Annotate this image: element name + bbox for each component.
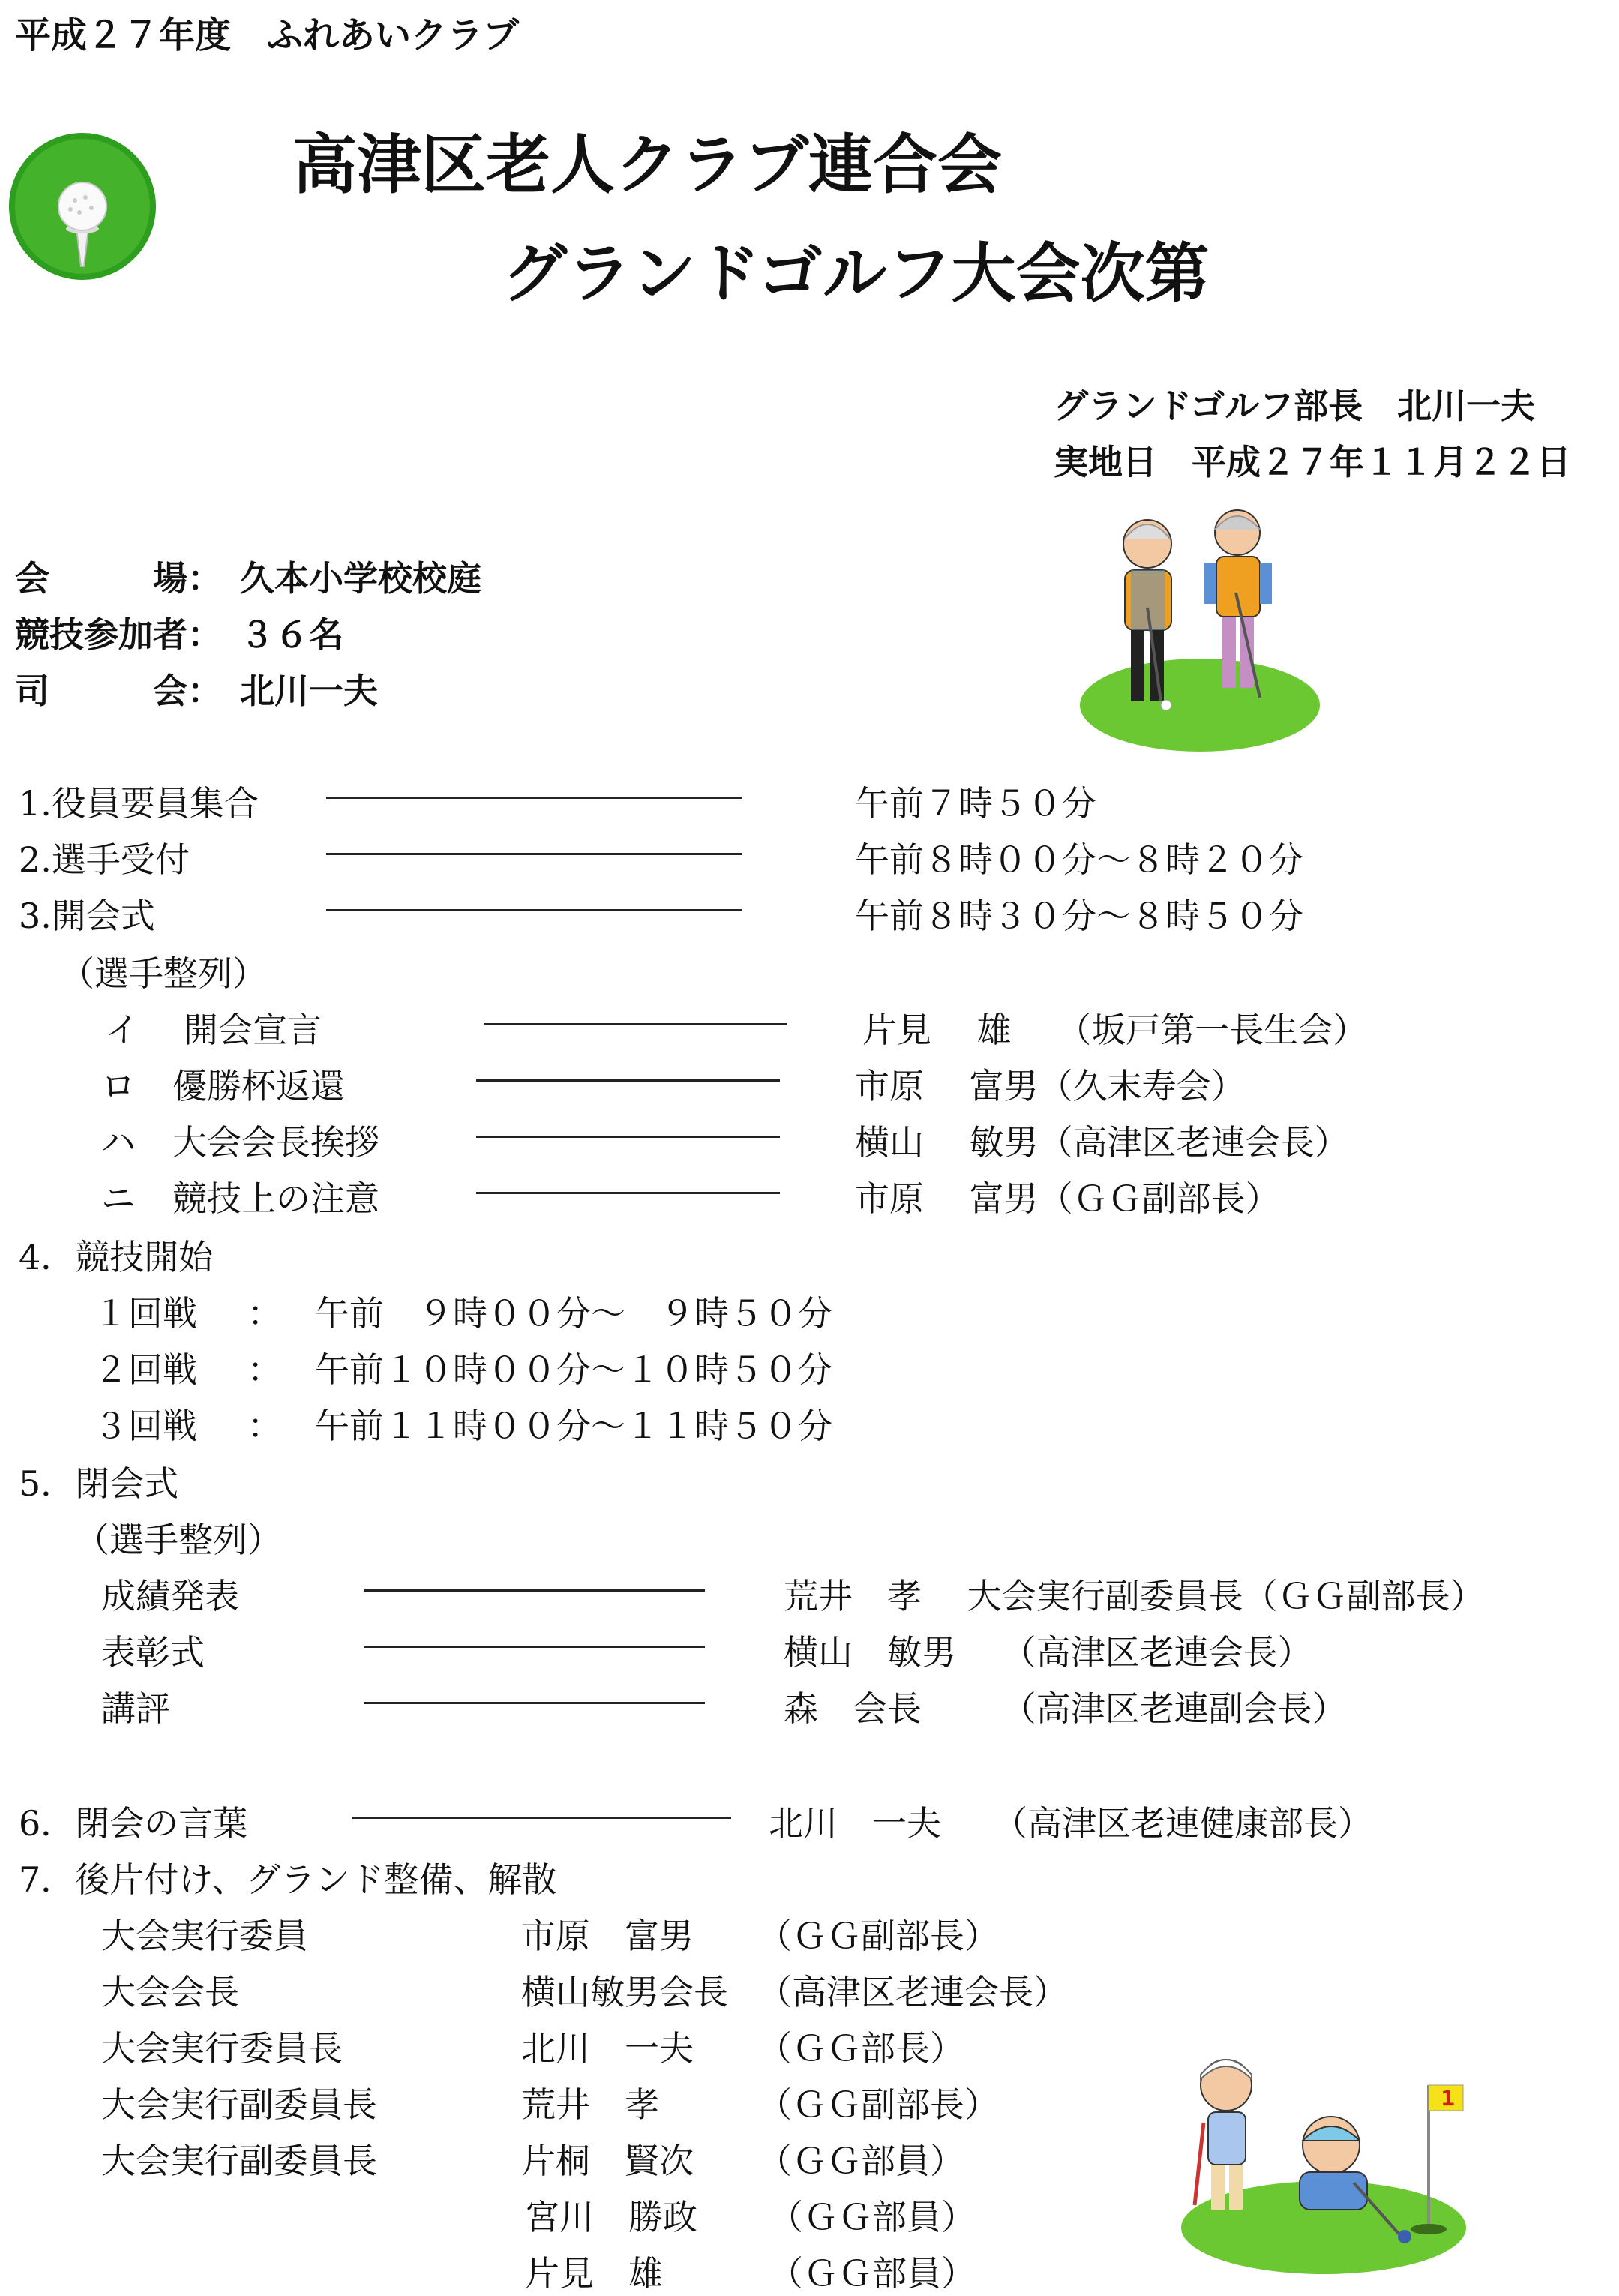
opening-item-person: 市原 富男（久末寿会） (855, 1066, 1246, 1106)
schedule-item-3-sub: （選手整列） (60, 953, 267, 994)
staff-role: 大会会長 (101, 1972, 239, 2012)
staff-role: 大会実行委員 (101, 1916, 308, 1956)
divider-line (326, 853, 742, 855)
opening-item-mark: ニ (101, 1178, 136, 1219)
divider-line (476, 1192, 780, 1194)
round-label: ３回戦 (94, 1406, 197, 1446)
staff-name: 片桐 賢次 (521, 2141, 694, 2181)
divider-line (326, 797, 742, 799)
opening-item-mark: ハ (101, 1122, 136, 1163)
schedule-item-5-sub: （選手整列） (75, 1520, 282, 1560)
divider-line (476, 1136, 780, 1138)
round-separator: ： (247, 1406, 282, 1446)
document-title-line1: 高津区老人クラブ連合会 (292, 128, 1002, 203)
staff-role: 大会実行委員長 (101, 2028, 343, 2069)
venue-label: 会 場： (15, 558, 222, 599)
schedule-item-1-time: 午前７時５０分 (855, 783, 1096, 824)
staff-role: 大会実行副委員長 (101, 2141, 377, 2181)
round-label: ２回戦 (94, 1349, 197, 1390)
opening-item-label: 競技上の注意 (172, 1178, 379, 1219)
mc-label: 司 会： (15, 671, 222, 711)
closing-item-person: 荒井 孝 大会実行副委員長（ＧＧ副部長） (784, 1576, 1485, 1616)
opening-item-mark: ロ (101, 1066, 136, 1106)
opening-item-person: 片見 雄 （坂戸第一長生会） (862, 1010, 1368, 1050)
opening-item-mark: イ (105, 1010, 139, 1050)
schedule-item-4-label: 4．競技開始 (19, 1237, 214, 1277)
participants-value: ３６名 (240, 614, 343, 655)
round-separator: ： (247, 1293, 282, 1334)
mc-value: 北川一夫 (240, 671, 378, 711)
staff-title: （ＧＧ部員） (769, 2253, 976, 2294)
closing-item-label: 成績発表 (101, 1576, 239, 1616)
opening-item-label: 大会会長挨拶 (172, 1122, 379, 1163)
staff-title: （ＧＧ副部長） (757, 2084, 999, 2125)
document-title-line2: グランドゴルフ大会次第 (502, 236, 1210, 311)
staff-title: （ＧＧ副部長） (757, 1916, 999, 1956)
organizer-line: グランドゴルフ部長 北川一夫 (1054, 386, 1536, 426)
opening-item-person: 市原 富男（ＧＧ副部長） (855, 1178, 1280, 1219)
closing-item-label: 表彰式 (101, 1632, 205, 1673)
schedule-item-3-time: 午前８時３０分～８時５０分 (855, 896, 1303, 936)
divider-line (364, 1646, 705, 1648)
top-left-label: 平成２７年度 ふれあいクラブ (15, 14, 520, 56)
venue-value: 久本小学校校庭 (240, 558, 481, 599)
staff-title: （ＧＧ部員） (769, 2197, 976, 2237)
staff-title: （高津区老連会長） (757, 1972, 1068, 2012)
schedule-item-2-time: 午前８時００分～８時２０分 (855, 839, 1303, 880)
opening-item-person: 横山 敏男（高津区老連会長） (855, 1122, 1349, 1163)
divider-line (364, 1589, 705, 1592)
staff-title: （ＧＧ部長） (757, 2028, 964, 2069)
schedule-item-5-label: 5．閉会式 (19, 1463, 179, 1504)
staff-name: 横山敏男会長 (521, 1972, 728, 2012)
divider-line (476, 1079, 780, 1082)
flag-number: 1 (1441, 2086, 1456, 2111)
round-time: 午前 ９時００分～ ９時５０分 (315, 1293, 832, 1334)
schedule-item-3-label: 3.開会式 (19, 896, 155, 936)
divider-line (326, 909, 742, 911)
round-time: 午前１０時００分～１０時５０分 (315, 1349, 832, 1390)
schedule-item-6-label: 6．閉会の言葉 (19, 1803, 248, 1844)
closing-item-label: 講評 (101, 1688, 170, 1729)
divider-line (484, 1023, 787, 1025)
participants-label: 競技参加者： (15, 614, 222, 655)
staff-name: 市原 富男 (521, 1916, 694, 1956)
staff-role: 大会実行副委員長 (101, 2084, 377, 2125)
opening-item-label: 開会宣言 (184, 1010, 322, 1050)
schedule-item-6-person: 北川 一夫 （高津区老連健康部長） (769, 1803, 1372, 1844)
closing-item-person: 横山 敏男 （高津区老連会長） (784, 1632, 1312, 1673)
opening-item-label: 優勝杯返還 (172, 1066, 345, 1106)
staff-name: 宮川 勝政 (525, 2197, 697, 2237)
golf-ball-icon (7, 131, 157, 281)
round-time: 午前１１時００分～１１時５０分 (315, 1406, 832, 1446)
staff-name: 北川 一夫 (521, 2028, 694, 2069)
event-date: 実地日 平成２７年１１月２２日 (1054, 442, 1571, 482)
staff-title: （ＧＧ部員） (757, 2141, 964, 2181)
schedule-item-2-label: 2.選手受付 (19, 839, 190, 880)
closing-item-person: 森 会長 （高津区老連副会長） (784, 1688, 1347, 1729)
divider-line (352, 1817, 731, 1819)
elderly-golfers-illustration (1072, 480, 1327, 758)
round-separator: ： (247, 1349, 282, 1390)
schedule-item-7-label: 7．後片付け、グランド整備、解散 (19, 1859, 557, 1900)
schedule-item-1-label: 1.役員要員集合 (19, 783, 259, 824)
staff-name: 片見 雄 (525, 2253, 663, 2294)
staff-name: 荒井 孝 (521, 2084, 659, 2125)
kids-golf-illustration (1174, 2040, 1474, 2280)
round-label: １回戦 (94, 1293, 197, 1334)
divider-line (364, 1702, 705, 1704)
